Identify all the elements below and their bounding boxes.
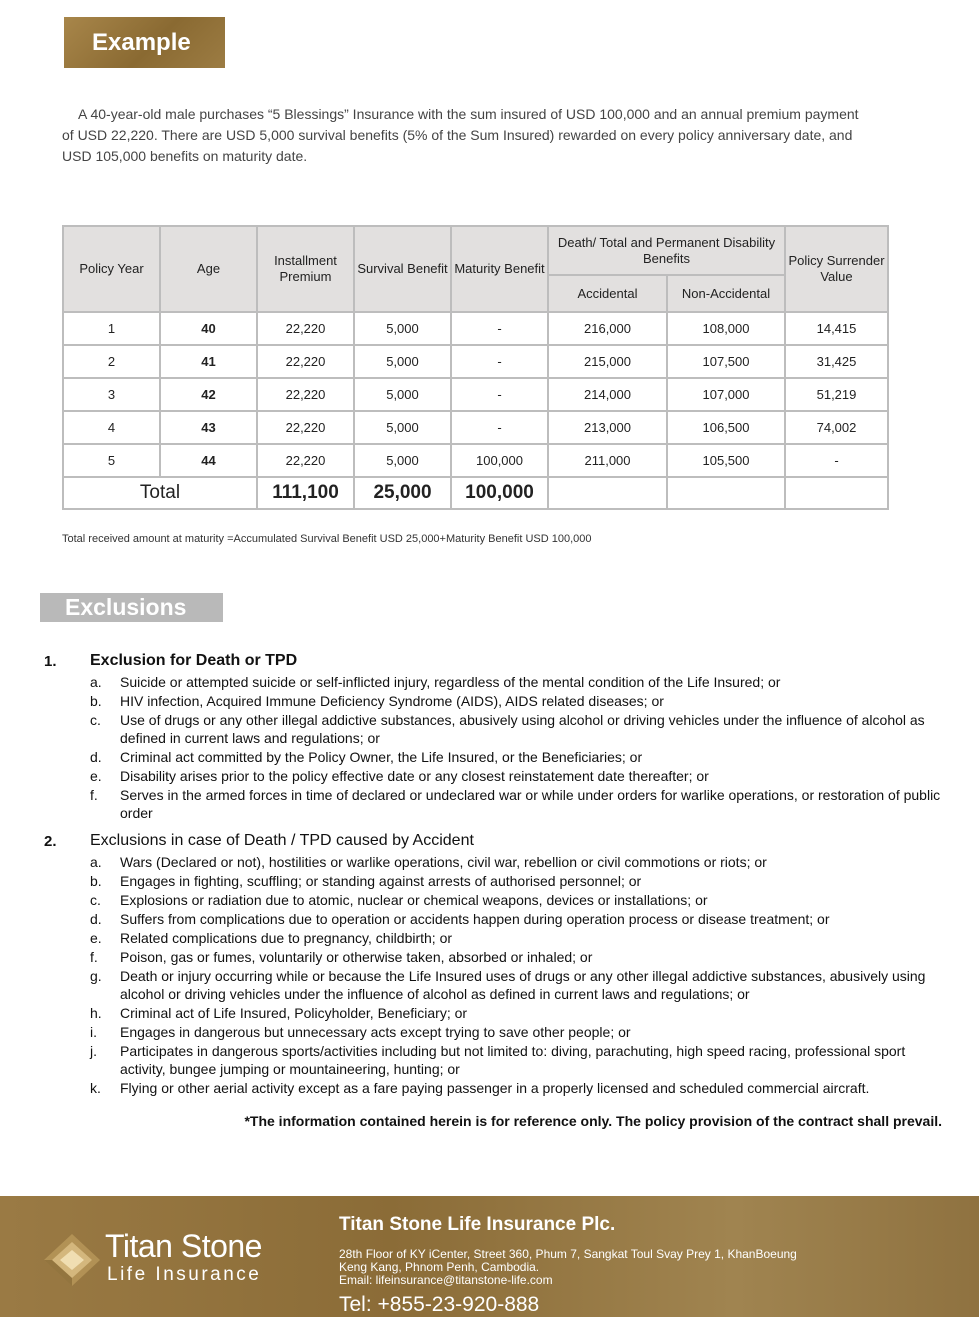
list-item-text: Serves in the armed forces in time of declared or undeclared war or while under orders for warlike operations, or restoration of public order xyxy=(120,787,941,821)
list-item-text: Engages in dangerous but unnecessary acts except trying to save other people; or xyxy=(120,1024,631,1040)
list-item xyxy=(90,1079,945,1097)
total-accidental-empty xyxy=(548,477,667,509)
cell-age: 43 xyxy=(160,411,257,444)
list-item xyxy=(90,711,945,747)
cell-maturity: - xyxy=(451,312,548,345)
header-age: Age xyxy=(160,226,257,312)
titan-stone-logo-icon xyxy=(42,1232,102,1288)
header-accidental: Accidental xyxy=(548,275,667,312)
list-item-letter: f. xyxy=(90,787,98,803)
cell-surrender: 51,219 xyxy=(785,378,888,411)
cell-age: 40 xyxy=(160,312,257,345)
example-intro-paragraph: A 40-year-old male purchases “5 Blessings” Insurance with the sum insured of USD 100,000 and an annual premium payment of USD 22,220. There are USD 5,000 survival benefits (5% of the Sum Insured) rewarded on every policy anniversary date, and USD 105,000 benefits on maturity date. xyxy=(62,106,859,164)
cell-premium: 22,220 xyxy=(257,444,354,477)
cell-year: 4 xyxy=(63,411,160,444)
list-item-text: Death or injury occurring while or because the Life Insured uses of drugs or any other illegal addictive substances, abusively using alcohol or driving vehicles under the influence of alcohol as defined in current laws and regulations; or xyxy=(120,968,926,1002)
list-item xyxy=(90,748,945,766)
list-item xyxy=(90,673,945,691)
section-number: 2. xyxy=(44,833,57,850)
table-row xyxy=(63,378,888,411)
cell-accidental: 215,000 xyxy=(548,345,667,378)
cell-surrender: - xyxy=(785,444,888,477)
cell-year: 3 xyxy=(63,378,160,411)
list-item xyxy=(90,767,945,785)
cell-age: 41 xyxy=(160,345,257,378)
total-surrender-empty xyxy=(785,477,888,509)
table-body xyxy=(63,312,888,477)
list-item-letter: e. xyxy=(90,930,102,946)
list-item xyxy=(90,1023,945,1041)
list-item xyxy=(90,692,945,710)
cell-year: 2 xyxy=(63,345,160,378)
section-title: Exclusions in case of Death / TPD caused by Accident xyxy=(90,832,474,849)
cell-surrender: 31,425 xyxy=(785,345,888,378)
list-item-letter: j. xyxy=(90,1043,97,1059)
cell-maturity: - xyxy=(451,345,548,378)
cell-survival: 5,000 xyxy=(354,378,451,411)
list-item xyxy=(90,891,945,909)
list-item-letter: b. xyxy=(90,693,102,709)
list-item xyxy=(90,967,945,1003)
cell-premium: 22,220 xyxy=(257,378,354,411)
list-item-text: HIV infection, Acquired Immune Deficiency Syndrome (AIDS), AIDS related diseases; or xyxy=(120,693,664,709)
example-heading: Example xyxy=(64,17,225,68)
list-item-letter: b. xyxy=(90,873,102,889)
list-item xyxy=(90,1042,945,1078)
cell-accidental: 213,000 xyxy=(548,411,667,444)
list-item-text: Participates in dangerous sports/activities including but not limited to: diving, parachuting, high speed racing, professional sport activity, bungee jumping or mountaineering, hunting; or xyxy=(120,1043,906,1077)
list-item-text: Engages in fighting, scuffling; or standing against arrests of authorised personnel; or xyxy=(120,873,642,889)
list-item-text: Related complications due to pregnancy, childbirth; or xyxy=(120,930,453,946)
list-item xyxy=(90,948,945,966)
list-item-text: Criminal act committed by the Policy Owner, the Life Insured, or the Beneficiaries; or xyxy=(120,749,643,765)
cell-age: 44 xyxy=(160,444,257,477)
list-item xyxy=(90,910,945,928)
cell-survival: 5,000 xyxy=(354,312,451,345)
list-item-letter: c. xyxy=(90,712,101,728)
list-item xyxy=(90,853,945,871)
list-item-text: Wars (Declared or not), hostilities or warlike operations, civil war, rebellion or civil commotions or riots; or xyxy=(120,854,767,870)
table-total-row xyxy=(63,477,888,509)
disclaimer: *The information contained herein is for reference only. The policy provision of the contract shall prevail. xyxy=(244,1113,942,1129)
cell-premium: 22,220 xyxy=(257,411,354,444)
header-death-tpd-benefits: Death/ Total and Permanent Disability Benefits xyxy=(548,226,785,275)
list-item-letter: k. xyxy=(90,1080,101,1096)
list-item-text: Criminal act of Life Insured, Policyholder, Beneficiary; or xyxy=(120,1005,468,1021)
company-name: Titan Stone Life Insurance Plc. xyxy=(339,1214,616,1235)
cell-age: 42 xyxy=(160,378,257,411)
header-installment-premium: Installment Premium xyxy=(257,226,354,312)
total-label: Total xyxy=(63,477,257,509)
list-item-letter: h. xyxy=(90,1005,102,1021)
total-maturity: 100,000 xyxy=(451,477,548,509)
cell-maturity: - xyxy=(451,378,548,411)
total-non-accidental-empty xyxy=(667,477,785,509)
list-item-letter: a. xyxy=(90,674,102,690)
list-item-text: Flying or other aerial activity except as a fare paying passenger in a properly licensed and scheduled commercial aircraft. xyxy=(120,1080,870,1096)
total-survival: 25,000 xyxy=(354,477,451,509)
address-line-2: Keng Kang, Phnom Penh, Cambodia. xyxy=(339,1260,540,1274)
list-item xyxy=(90,929,945,947)
table-row xyxy=(63,312,888,345)
cell-year: 1 xyxy=(63,312,160,345)
list-item-letter: d. xyxy=(90,749,102,765)
table-row xyxy=(63,444,888,477)
cell-non-accidental: 105,500 xyxy=(667,444,785,477)
exclusion-list-2 xyxy=(90,853,945,1098)
list-item-text: Use of drugs or any other illegal addictive substances, abusively using alcohol or driving vehicles under the influence of alcohol as defined in current laws and regulations; or xyxy=(120,712,925,746)
list-item-letter: i. xyxy=(90,1024,97,1040)
section-title: Exclusion for Death or TPD xyxy=(90,652,298,669)
exclusion-list-1 xyxy=(90,673,945,823)
logo-subtitle: Life Insurance xyxy=(107,1264,262,1285)
list-item-letter: f. xyxy=(90,949,98,965)
cell-non-accidental: 108,000 xyxy=(667,312,785,345)
cell-surrender: 74,002 xyxy=(785,411,888,444)
address-line-1: 28th Floor of KY iCenter, Street 360, Phum 7, Sangkat Toul Svay Prey 1, KhanBoeung xyxy=(339,1247,797,1261)
exclusions-heading: Exclusions xyxy=(40,593,223,622)
cell-premium: 22,220 xyxy=(257,345,354,378)
cell-accidental: 216,000 xyxy=(548,312,667,345)
list-item-text: Poison, gas or fumes, voluntarily or otherwise taken, absorbed or inhaled; or xyxy=(120,949,593,965)
table-row xyxy=(63,345,888,378)
list-item-text: Suffers from complications due to operation or accidents happen during operation process or disease treatment; or xyxy=(120,911,830,927)
list-item-text: Disability arises prior to the policy effective date or any closest reinstatement date thereafter; or xyxy=(120,768,709,784)
header-policy-year: Policy Year xyxy=(63,226,160,312)
header-surrender-value: Policy Surrender Value xyxy=(785,226,888,312)
cell-survival: 5,000 xyxy=(354,411,451,444)
list-item-letter: g. xyxy=(90,968,102,984)
header-maturity-benefit: Maturity Benefit xyxy=(451,226,548,312)
cell-year: 5 xyxy=(63,444,160,477)
cell-non-accidental: 106,500 xyxy=(667,411,785,444)
cell-non-accidental: 107,000 xyxy=(667,378,785,411)
table-footnote: Total received amount at maturity =Accumulated Survival Benefit USD 25,000+Maturity Benefit USD 100,000 xyxy=(62,533,592,545)
list-item-letter: a. xyxy=(90,854,102,870)
cell-non-accidental: 107,500 xyxy=(667,345,785,378)
cell-survival: 5,000 xyxy=(354,345,451,378)
header-survival-benefit: Survival Benefit xyxy=(354,226,451,312)
logo-wordmark: Titan Stone xyxy=(105,1228,262,1264)
list-item-text: Explosions or radiation due to atomic, nuclear or chemical weapons, devices or installations; or xyxy=(120,892,708,908)
list-item xyxy=(90,786,945,822)
benefit-illustration-table xyxy=(62,225,889,510)
table-row xyxy=(63,411,888,444)
list-item-letter: e. xyxy=(90,768,102,784)
cell-accidental: 214,000 xyxy=(548,378,667,411)
cell-accidental: 211,000 xyxy=(548,444,667,477)
list-item-letter: d. xyxy=(90,911,102,927)
total-premium: 111,100 xyxy=(257,477,354,509)
cell-maturity: - xyxy=(451,411,548,444)
cell-surrender: 14,415 xyxy=(785,312,888,345)
header-non-accidental: Non-Accidental xyxy=(667,275,785,312)
section-number: 1. xyxy=(44,653,57,670)
list-item xyxy=(90,1004,945,1022)
list-item-letter: c. xyxy=(90,892,101,908)
list-item-text: Suicide or attempted suicide or self-inflicted injury, regardless of the mental condition of the Life Insured; or xyxy=(120,674,781,690)
contact-email: Email: lifeinsurance@titanstone-life.com xyxy=(339,1273,553,1287)
cell-maturity: 100,000 xyxy=(451,444,548,477)
list-item xyxy=(90,872,945,890)
cell-survival: 5,000 xyxy=(354,444,451,477)
cell-premium: 22,220 xyxy=(257,312,354,345)
contact-phone: Tel: +855-23-920-888 xyxy=(339,1293,540,1316)
